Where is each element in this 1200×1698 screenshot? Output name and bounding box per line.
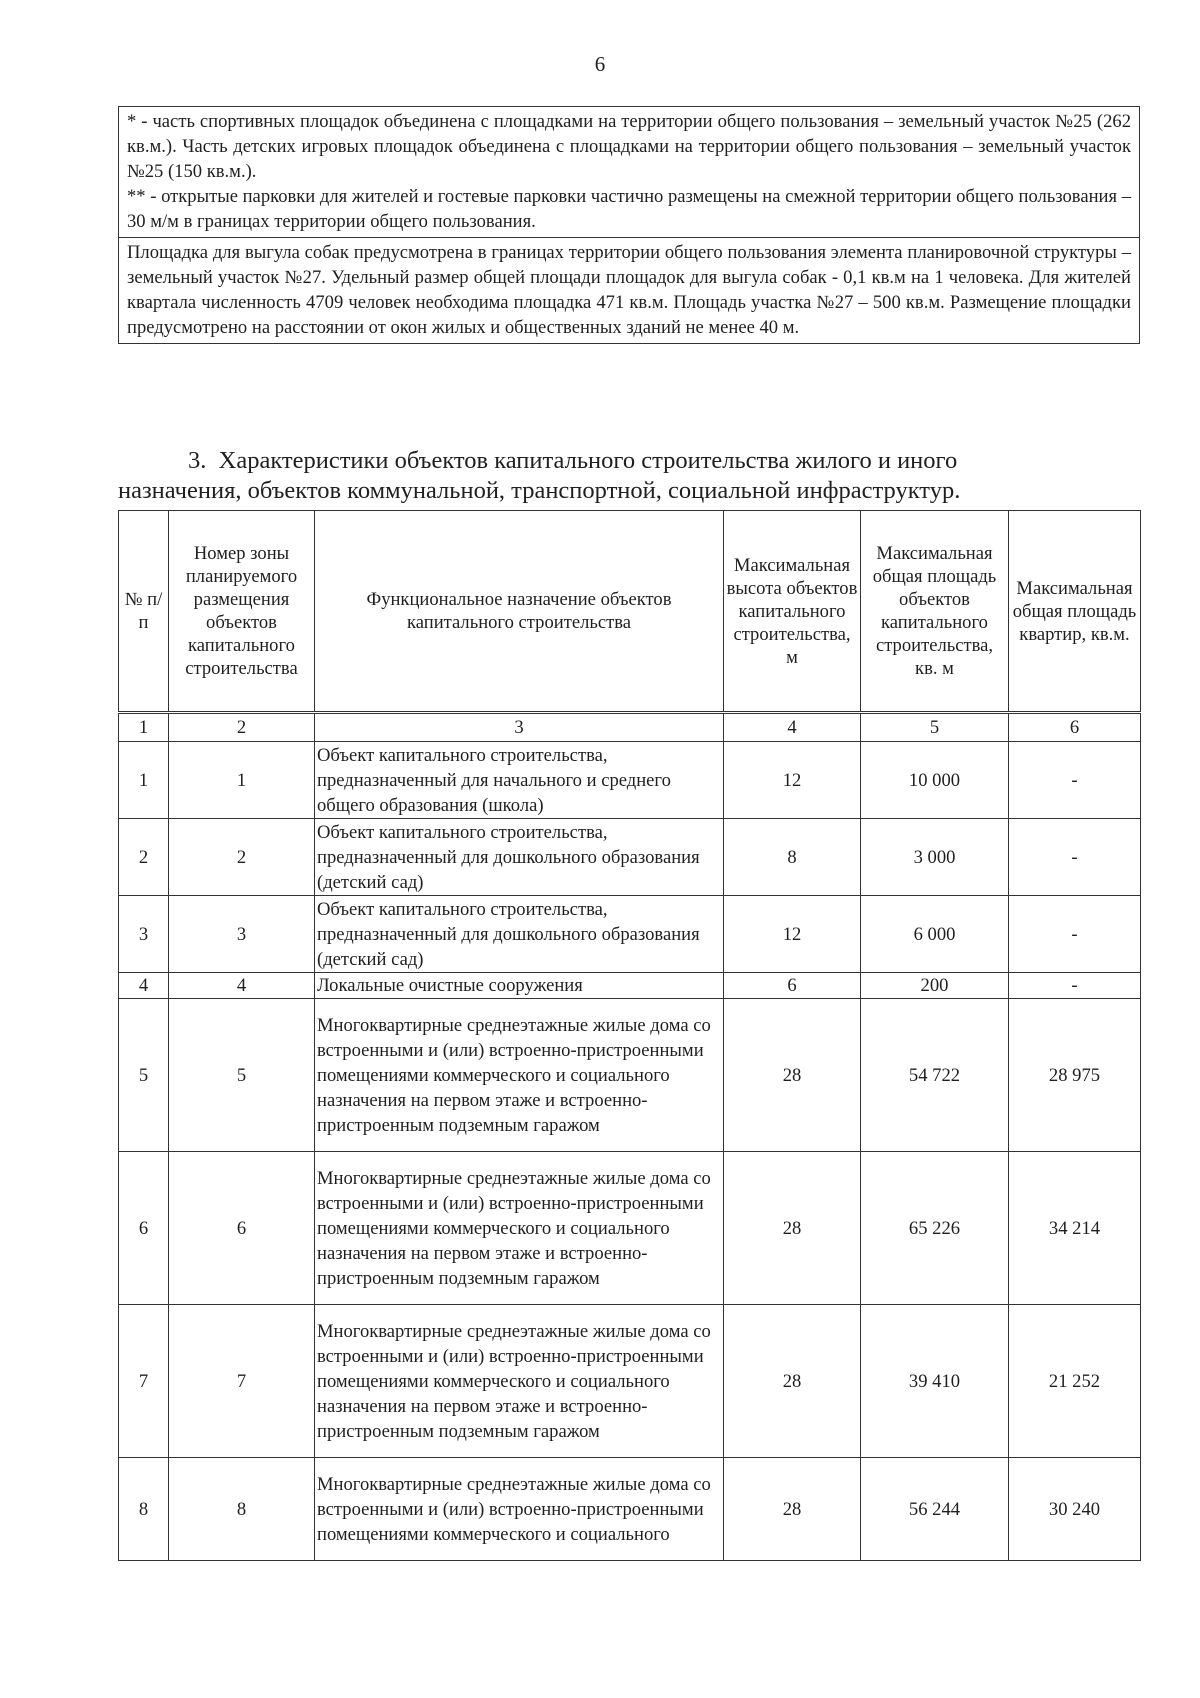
max-area-cell: 10 000 (861, 742, 1009, 819)
table-header-row (119, 511, 1141, 713)
dog-area-note: Площадка для выгула собак предусмотрена в границах территории общего пользования элемента планировочной структуры – земельный участок №27. Удельный размер общей площади площадок для выгула собак - 0,1 кв.м на 1 человека. Для жителей квартала численность 4709 человек необходима площадка 471 кв.м. Площадь участка №27 – 500 кв.м. Размещение площадки предусмотрено на расстоянии от окон жилых и общественных зданий не менее 40 м. (127, 242, 1131, 338)
apartments-area-cell: 34 214 (1009, 1152, 1141, 1305)
max-area-cell: 65 226 (861, 1152, 1009, 1305)
max-height-cell: 12 (724, 742, 861, 819)
max-area-cell: 6 000 (861, 896, 1009, 973)
table-row (119, 1458, 1141, 1561)
max-height-cell: 28 (724, 1305, 861, 1458)
table-row (119, 973, 1141, 999)
column-number-row (119, 713, 1141, 742)
max-height-cell: 6 (724, 973, 861, 999)
table-row (119, 819, 1141, 896)
dog-area-cell (119, 237, 1139, 343)
table-row (119, 896, 1141, 973)
max-area-cell: 54 722 (861, 999, 1009, 1152)
footnote-parking: ** - открытые парковки для жителей и гостевые парковки частично размещены на смежной территории общего пользования – 30 м/м в границах территории общего пользования. (127, 186, 1131, 232)
header-purpose: Функциональное назначение объектов капитального строительства (315, 511, 724, 713)
max-height-cell: 28 (724, 1458, 861, 1561)
section-heading-line-1 (118, 446, 1140, 476)
table-row (119, 1152, 1141, 1305)
apartments-area-cell: - (1009, 819, 1141, 896)
row-number-cell: 6 (119, 1152, 169, 1305)
column-number-cell: 1 (119, 713, 169, 742)
zone-number-cell: 2 (169, 819, 315, 896)
zone-number-cell: 5 (169, 999, 315, 1152)
apartments-area-cell: - (1009, 742, 1141, 819)
header-number: № п/п (119, 511, 169, 713)
column-number-cell: 4 (724, 713, 861, 742)
apartments-area-cell: 28 975 (1009, 999, 1141, 1152)
header-max-apartments-area: Максимальная общая площадь квартир, кв.м. (1009, 511, 1141, 713)
zone-number-cell: 7 (169, 1305, 315, 1458)
header-zone: Номер зоны планируемого размещения объектов капитального строительства (169, 511, 315, 713)
purpose-cell: Объект капитального строительства, предназначенный для начального и среднего общего образования (школа) (315, 742, 724, 819)
capital-construction-table (118, 510, 1141, 1561)
row-number-cell: 3 (119, 896, 169, 973)
max-height-cell: 12 (724, 896, 861, 973)
table-row (119, 999, 1141, 1152)
row-number-cell: 2 (119, 819, 169, 896)
purpose-cell: Многоквартирные среднеэтажные жилые дома со встроенными и (или) встроенно-пристроенными помещениями коммерческого и социального (315, 1458, 724, 1561)
section-number: 3. (188, 447, 207, 474)
max-height-cell: 8 (724, 819, 861, 896)
max-height-cell: 28 (724, 999, 861, 1152)
header-max-height: Максимальная высота объектов капитального строительства, м (724, 511, 861, 713)
max-height-cell: 28 (724, 1152, 861, 1305)
purpose-cell: Многоквартирные среднеэтажные жилые дома со встроенными и (или) встроенно-пристроенными помещениями коммерческого и социального назначения на первом этаже и встроенно-пристроенным подземным гаражом (315, 999, 724, 1152)
row-number-cell: 5 (119, 999, 169, 1152)
max-area-cell: 39 410 (861, 1305, 1009, 1458)
column-number-cell: 3 (315, 713, 724, 742)
apartments-area-cell: 30 240 (1009, 1458, 1141, 1561)
row-number-cell: 7 (119, 1305, 169, 1458)
purpose-cell: Многоквартирные среднеэтажные жилые дома со встроенными и (или) встроенно-пристроенными помещениями коммерческого и социального назначения на первом этаже и встроенно-пристроенным подземным гаражом (315, 1305, 724, 1458)
purpose-cell: Локальные очистные сооружения (315, 973, 724, 999)
max-area-cell: 200 (861, 973, 1009, 999)
column-number-cell: 5 (861, 713, 1009, 742)
section-heading-line-2: назначения, объектов коммунальной, транспортной, социальной инфраструктур. (118, 477, 961, 504)
table-row (119, 1305, 1141, 1458)
purpose-cell: Объект капитального строительства, предназначенный для дошкольного образования (детский сад) (315, 819, 724, 896)
footnote-sports-grounds: * - часть спортивных площадок объединена с площадками на территории общего пользования – земельный участок №25 (262 кв.м.). Часть детских игровых площадок объединена с площадками на территории общего пользования – земельный участок №25 (150 кв.м.). (127, 111, 1131, 182)
section-title-part-1: Характеристики объектов капитального строительства жилого и иного (218, 447, 958, 474)
zone-number-cell: 1 (169, 742, 315, 819)
table-row (119, 742, 1141, 819)
footnotes-cell (119, 107, 1139, 237)
section-heading (118, 446, 1140, 506)
purpose-cell: Многоквартирные среднеэтажные жилые дома со встроенными и (или) встроенно-пристроенными помещениями коммерческого и социального назначения на первом этаже и встроенно-пристроенным подземным гаражом (315, 1152, 724, 1305)
header-max-area: Максимальная общая площадь объектов капитального строительства, кв. м (861, 511, 1009, 713)
notes-box (118, 106, 1140, 344)
row-number-cell: 1 (119, 742, 169, 819)
purpose-cell: Объект капитального строительства, предназначенный для дошкольного образования (детский сад) (315, 896, 724, 973)
apartments-area-cell: - (1009, 973, 1141, 999)
row-number-cell: 4 (119, 973, 169, 999)
max-area-cell: 56 244 (861, 1458, 1009, 1561)
zone-number-cell: 4 (169, 973, 315, 999)
zone-number-cell: 6 (169, 1152, 315, 1305)
apartments-area-cell: - (1009, 896, 1141, 973)
zone-number-cell: 3 (169, 896, 315, 973)
column-number-cell: 2 (169, 713, 315, 742)
page-number: 6 (594, 52, 606, 76)
zone-number-cell: 8 (169, 1458, 315, 1561)
max-area-cell: 3 000 (861, 819, 1009, 896)
apartments-area-cell: 21 252 (1009, 1305, 1141, 1458)
row-number-cell: 8 (119, 1458, 169, 1561)
column-number-cell: 6 (1009, 713, 1141, 742)
